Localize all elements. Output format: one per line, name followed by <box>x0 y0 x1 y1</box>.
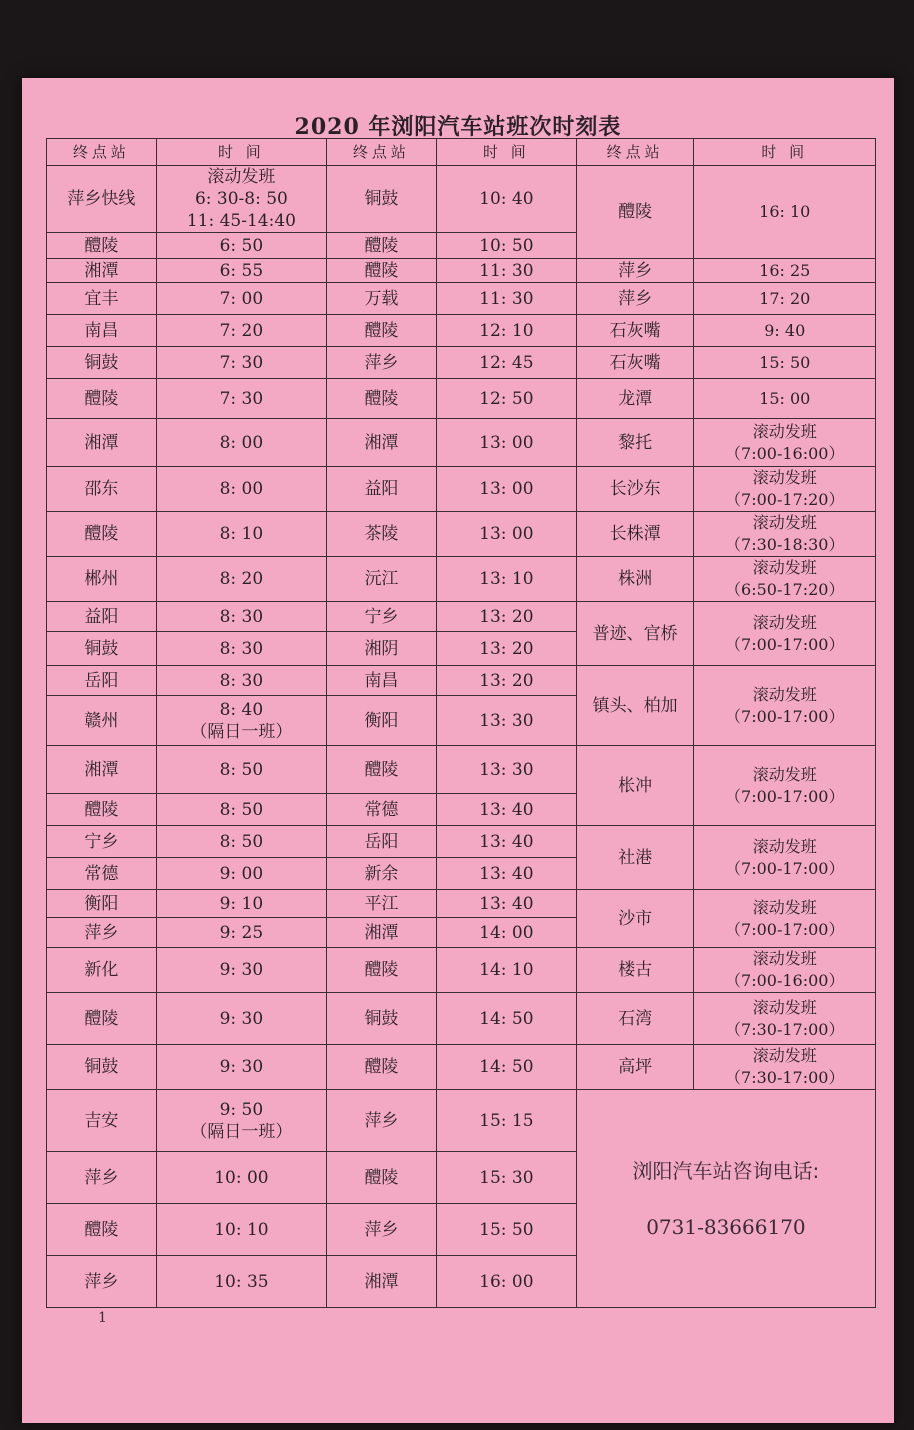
table-row <box>47 993 876 1045</box>
destination-cell: 醴陵 <box>47 379 157 419</box>
header-row <box>47 139 876 166</box>
destination-cell: 新余 <box>327 858 437 890</box>
time-cell: 10: 10 <box>156 1204 326 1256</box>
destination-cell: 郴州 <box>47 557 157 602</box>
time-cell: 滚动发班 （6:50-17:20） <box>694 557 876 602</box>
destination-cell: 高坪 <box>576 1045 694 1090</box>
destination-cell: 醴陵 <box>47 233 157 259</box>
header-time-2: 时 间 <box>436 139 576 166</box>
time-cell: 11: 30 <box>436 259 576 283</box>
time-cell: 9: 25 <box>156 918 326 948</box>
table-row <box>47 512 876 557</box>
destination-cell: 常德 <box>47 858 157 890</box>
time-cell: 12: 45 <box>436 347 576 379</box>
destination-cell: 铜鼓 <box>47 632 157 666</box>
table-row <box>47 746 876 794</box>
time-cell: 14: 00 <box>436 918 576 948</box>
time-cell: 14: 50 <box>436 993 576 1045</box>
time-cell: 10: 00 <box>156 1152 326 1204</box>
table-row <box>47 166 876 233</box>
destination-cell: 醴陵 <box>327 948 437 993</box>
table-row <box>47 948 876 993</box>
time-cell: 12: 10 <box>436 315 576 347</box>
time-cell: 滚动发班 （7:00-17:00） <box>694 602 876 666</box>
time-cell: 滚动发班 （7:00-17:00） <box>694 826 876 890</box>
time-cell: 11: 30 <box>436 283 576 315</box>
time-cell: 6: 50 <box>156 233 326 259</box>
destination-cell: 石湾 <box>576 993 694 1045</box>
destination-cell: 宁乡 <box>47 826 157 858</box>
table-row <box>47 467 876 512</box>
destination-cell: 湘潭 <box>47 746 157 794</box>
destination-cell: 湘潭 <box>327 918 437 948</box>
destination-cell: 萍乡 <box>327 1090 437 1152</box>
time-cell: 滚动发班 （7:00-16:00） <box>694 419 876 467</box>
destination-cell: 赣州 <box>47 696 157 746</box>
header-dest-3: 终点站 <box>576 139 694 166</box>
destination-cell: 醴陵 <box>327 1152 437 1204</box>
time-cell: 8: 40 （隔日一班） <box>156 696 326 746</box>
time-cell: 8: 20 <box>156 557 326 602</box>
destination-cell: 醴陵 <box>327 233 437 259</box>
table-row <box>47 259 876 283</box>
time-cell: 13: 20 <box>436 602 576 632</box>
destination-cell: 枨冲 <box>576 746 694 826</box>
destination-cell: 醴陵 <box>47 1204 157 1256</box>
destination-cell: 衡阳 <box>47 890 157 918</box>
destination-cell: 宁乡 <box>327 602 437 632</box>
destination-cell: 常德 <box>327 794 437 826</box>
table-row <box>47 602 876 632</box>
time-cell: 滚动发班 （7:00-17:00） <box>694 746 876 826</box>
time-cell: 13: 20 <box>436 666 576 696</box>
time-cell: 7: 20 <box>156 315 326 347</box>
destination-cell: 萍乡 <box>47 1152 157 1204</box>
destination-cell: 万载 <box>327 283 437 315</box>
destination-cell: 醴陵 <box>327 315 437 347</box>
destination-cell: 镇头、柏加 <box>576 666 694 746</box>
table-row <box>47 315 876 347</box>
destination-cell: 铜鼓 <box>327 166 437 233</box>
destination-cell: 铜鼓 <box>47 347 157 379</box>
destination-cell: 沅江 <box>327 557 437 602</box>
destination-cell: 株洲 <box>576 557 694 602</box>
time-cell: 13: 40 <box>436 826 576 858</box>
time-cell: 15: 15 <box>436 1090 576 1152</box>
destination-cell: 萍乡 <box>327 1204 437 1256</box>
destination-cell: 醴陵 <box>327 379 437 419</box>
page-mark: 1 <box>98 1310 107 1326</box>
destination-cell: 铜鼓 <box>47 1045 157 1090</box>
destination-cell: 吉安 <box>47 1090 157 1152</box>
time-cell: 6: 55 <box>156 259 326 283</box>
time-cell: 15: 50 <box>436 1204 576 1256</box>
page-title: 2020 年浏阳汽车站班次时刻表 <box>294 114 622 140</box>
destination-cell: 醴陵 <box>327 259 437 283</box>
time-cell: 13: 40 <box>436 858 576 890</box>
time-cell: 13: 30 <box>436 696 576 746</box>
header-dest-1: 终点站 <box>47 139 157 166</box>
destination-cell: 湘潭 <box>47 419 157 467</box>
time-cell: 16: 10 <box>694 166 876 259</box>
time-cell: 9: 00 <box>156 858 326 890</box>
time-cell: 13: 10 <box>436 557 576 602</box>
destination-cell: 衡阳 <box>327 696 437 746</box>
table-row <box>47 419 876 467</box>
destination-cell: 萍乡快线 <box>47 166 157 233</box>
time-cell: 8: 00 <box>156 467 326 512</box>
destination-cell: 石灰嘴 <box>576 347 694 379</box>
time-cell: 13: 30 <box>436 746 576 794</box>
destination-cell: 新化 <box>47 948 157 993</box>
time-cell: 17: 20 <box>694 283 876 315</box>
table-row <box>47 890 876 918</box>
time-cell: 10: 40 <box>436 166 576 233</box>
destination-cell: 萍乡 <box>47 1256 157 1308</box>
destination-cell: 岳阳 <box>327 826 437 858</box>
destination-cell: 醴陵 <box>327 1045 437 1090</box>
time-cell: 8: 10 <box>156 512 326 557</box>
timetable <box>46 138 876 1308</box>
destination-cell: 长沙东 <box>576 467 694 512</box>
time-cell: 9: 50 （隔日一班） <box>156 1090 326 1152</box>
destination-cell: 黎托 <box>576 419 694 467</box>
destination-cell: 湘潭 <box>327 419 437 467</box>
table-row <box>47 1090 876 1152</box>
destination-cell: 湘潭 <box>47 259 157 283</box>
time-cell: 13: 40 <box>436 890 576 918</box>
time-cell: 10: 35 <box>156 1256 326 1308</box>
destination-cell: 宜丰 <box>47 283 157 315</box>
time-cell: 10: 50 <box>436 233 576 259</box>
table-row <box>47 379 876 419</box>
destination-cell: 楼古 <box>576 948 694 993</box>
destination-cell: 社港 <box>576 826 694 890</box>
destination-cell: 萍乡 <box>47 918 157 948</box>
time-cell: 9: 10 <box>156 890 326 918</box>
destination-cell: 醴陵 <box>47 794 157 826</box>
table-row <box>47 347 876 379</box>
destination-cell: 沙市 <box>576 890 694 948</box>
destination-cell: 萍乡 <box>576 283 694 315</box>
time-cell: 13: 20 <box>436 632 576 666</box>
time-cell: 14: 10 <box>436 948 576 993</box>
time-cell: 14: 50 <box>436 1045 576 1090</box>
time-cell: 7: 30 <box>156 379 326 419</box>
destination-cell: 邵东 <box>47 467 157 512</box>
destination-cell: 长株潭 <box>576 512 694 557</box>
destination-cell: 普迹、官桥 <box>576 602 694 666</box>
contact-label: 浏阳汽车站咨询电话: <box>632 1158 820 1183</box>
time-cell: 15: 00 <box>694 379 876 419</box>
destination-cell: 岳阳 <box>47 666 157 696</box>
time-cell: 16: 25 <box>694 259 876 283</box>
destination-cell: 湘阴 <box>327 632 437 666</box>
time-cell: 8: 30 <box>156 632 326 666</box>
time-cell: 9: 30 <box>156 993 326 1045</box>
table-row <box>47 283 876 315</box>
destination-cell: 醴陵 <box>327 746 437 794</box>
time-cell: 滚动发班 （7:30-18:30） <box>694 512 876 557</box>
header-dest-2: 终点站 <box>327 139 437 166</box>
time-cell: 13: 00 <box>436 419 576 467</box>
table-row <box>47 1045 876 1090</box>
time-cell: 滚动发班 6: 30-8: 50 11: 45-14:40 <box>156 166 326 233</box>
destination-cell: 茶陵 <box>327 512 437 557</box>
time-cell: 7: 30 <box>156 347 326 379</box>
destination-cell: 萍乡 <box>576 259 694 283</box>
time-cell: 16: 00 <box>436 1256 576 1308</box>
time-cell: 8: 30 <box>156 602 326 632</box>
destination-cell: 益阳 <box>47 602 157 632</box>
destination-cell: 石灰嘴 <box>576 315 694 347</box>
time-cell: 9: 30 <box>156 1045 326 1090</box>
time-cell: 8: 30 <box>156 666 326 696</box>
contact-phone: 0731-83666170 <box>646 1214 806 1239</box>
time-cell: 8: 50 <box>156 746 326 794</box>
time-cell: 15: 30 <box>436 1152 576 1204</box>
time-cell: 滚动发班 （7:30-17:00） <box>694 1045 876 1090</box>
time-cell: 滚动发班 （7:00-17:20） <box>694 467 876 512</box>
table-row <box>47 557 876 602</box>
destination-cell: 益阳 <box>327 467 437 512</box>
time-cell: 9: 30 <box>156 948 326 993</box>
time-cell: 7: 00 <box>156 283 326 315</box>
destination-cell: 湘潭 <box>327 1256 437 1308</box>
destination-cell: 平江 <box>327 890 437 918</box>
time-cell: 8: 50 <box>156 794 326 826</box>
destination-cell: 醴陵 <box>47 993 157 1045</box>
destination-cell: 醴陵 <box>576 166 694 259</box>
time-cell: 13: 00 <box>436 467 576 512</box>
time-cell: 滚动发班 （7:00-17:00） <box>694 666 876 746</box>
destination-cell: 醴陵 <box>47 512 157 557</box>
contact-cell <box>576 1090 875 1308</box>
time-cell: 9: 40 <box>694 315 876 347</box>
time-cell: 13: 00 <box>436 512 576 557</box>
time-cell: 15: 50 <box>694 347 876 379</box>
destination-cell: 铜鼓 <box>327 993 437 1045</box>
header-time-1: 时 间 <box>156 139 326 166</box>
table-row <box>47 826 876 858</box>
time-cell: 13: 40 <box>436 794 576 826</box>
destination-cell: 南昌 <box>327 666 437 696</box>
time-cell: 滚动发班 （7:00-16:00） <box>694 948 876 993</box>
time-cell: 12: 50 <box>436 379 576 419</box>
time-cell: 8: 00 <box>156 419 326 467</box>
table-row <box>47 666 876 696</box>
destination-cell: 萍乡 <box>327 347 437 379</box>
destination-cell: 龙潭 <box>576 379 694 419</box>
timetable-sheet <box>22 78 894 1423</box>
header-time-3: 时 间 <box>694 139 876 166</box>
time-cell: 滚动发班 （7:00-17:00） <box>694 890 876 948</box>
time-cell: 8: 50 <box>156 826 326 858</box>
time-cell: 滚动发班 （7:30-17:00） <box>694 993 876 1045</box>
destination-cell: 南昌 <box>47 315 157 347</box>
